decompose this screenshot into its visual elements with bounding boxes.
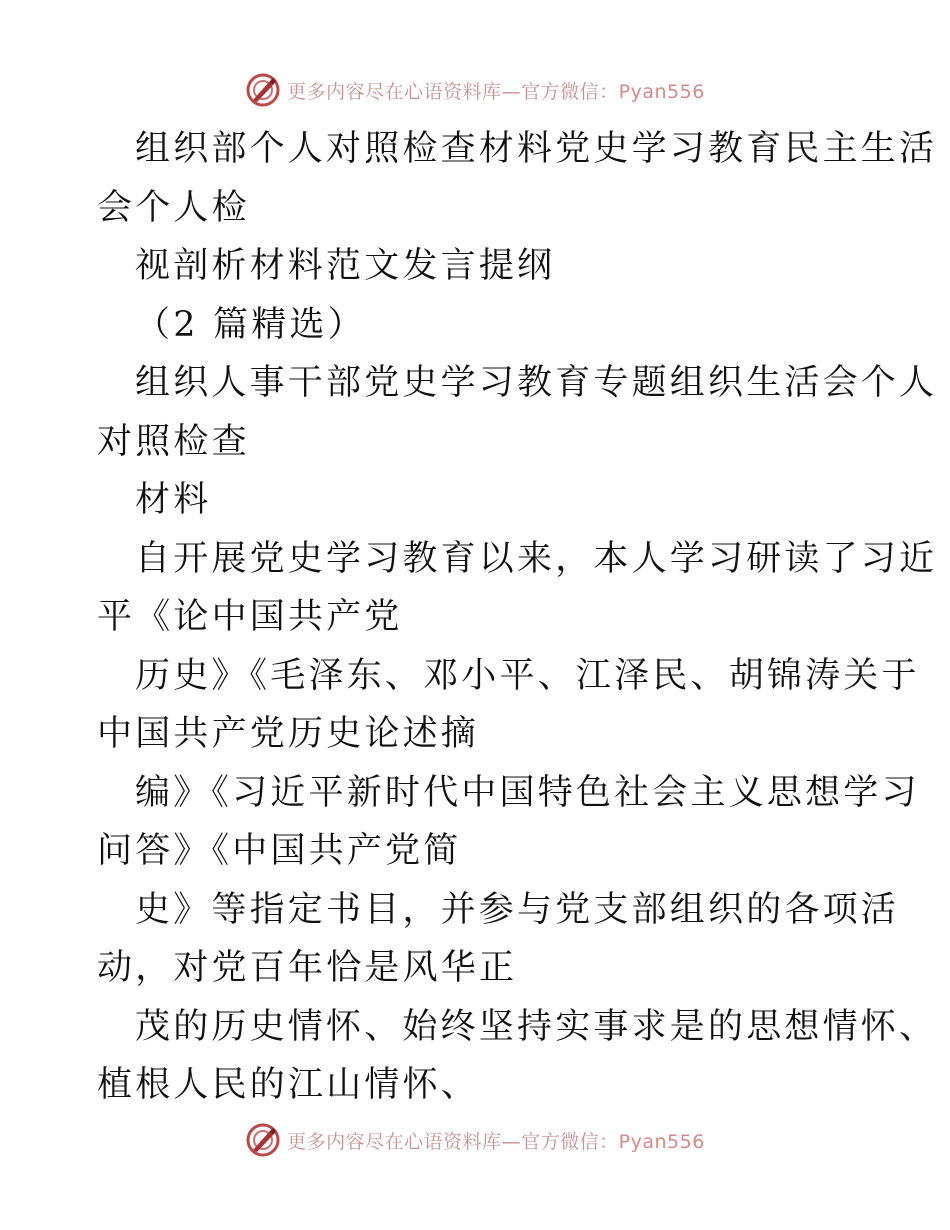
title-line-4: （2 篇精选）	[135, 304, 366, 345]
subtitle-line-3: 材料	[135, 480, 212, 520]
watermark-label: 更多内容尽在心语资料库—官方微信：	[287, 80, 619, 103]
body-line-10: 植根人民的江山情怀、	[97, 1065, 480, 1105]
watermark-label: 更多内容尽在心语资料库—官方微信：	[287, 1130, 619, 1153]
body-line-4: 中国共产党历史论述摘	[97, 714, 480, 754]
header-watermark	[0, 70, 950, 110]
subtitle-line-1: 组织人事干部党史学习教育专题组织生活会个人	[135, 363, 938, 403]
watermark-text	[287, 77, 705, 104]
body-line-9: 茂的历史情怀、始终坚持实事求是的思想情怀、	[135, 1006, 938, 1047]
watermark-text	[287, 1127, 705, 1154]
red-circle-pen-logo-icon	[245, 72, 281, 108]
body-line-8: 动，对党百年恰是风华正	[97, 948, 518, 988]
title-line-1: 组织部个人对照检查材料党史学习教育民主生活	[135, 129, 938, 169]
body-line-6: 问答》《中国共产党简	[97, 831, 462, 871]
document-body	[97, 120, 938, 1115]
subtitle-line-2: 对照检查	[97, 421, 250, 462]
body-line-1: 自开展党史学习教育以来，本人学习研读了习近	[135, 538, 938, 579]
footer-watermark	[0, 1120, 950, 1160]
title-line-2: 会个人检	[97, 187, 250, 228]
watermark-wechat-id: Pyan556	[618, 80, 705, 103]
body-line-7: 史》等指定书目，并参与党支部组织的各项活	[135, 889, 900, 930]
body-line-5: 编》《习近平新时代中国特色社会主义思想学习	[135, 772, 920, 813]
title-line-3: 视剖析材料范文发言提纲	[135, 246, 556, 286]
watermark-wechat-id: Pyan556	[618, 1130, 705, 1153]
body-line-2: 平《论中国共产党	[97, 597, 403, 637]
red-circle-pen-logo-icon	[245, 1122, 281, 1158]
body-line-3: 历史》《毛泽东、邓小平、江泽民、胡锦涛关于	[135, 655, 920, 696]
